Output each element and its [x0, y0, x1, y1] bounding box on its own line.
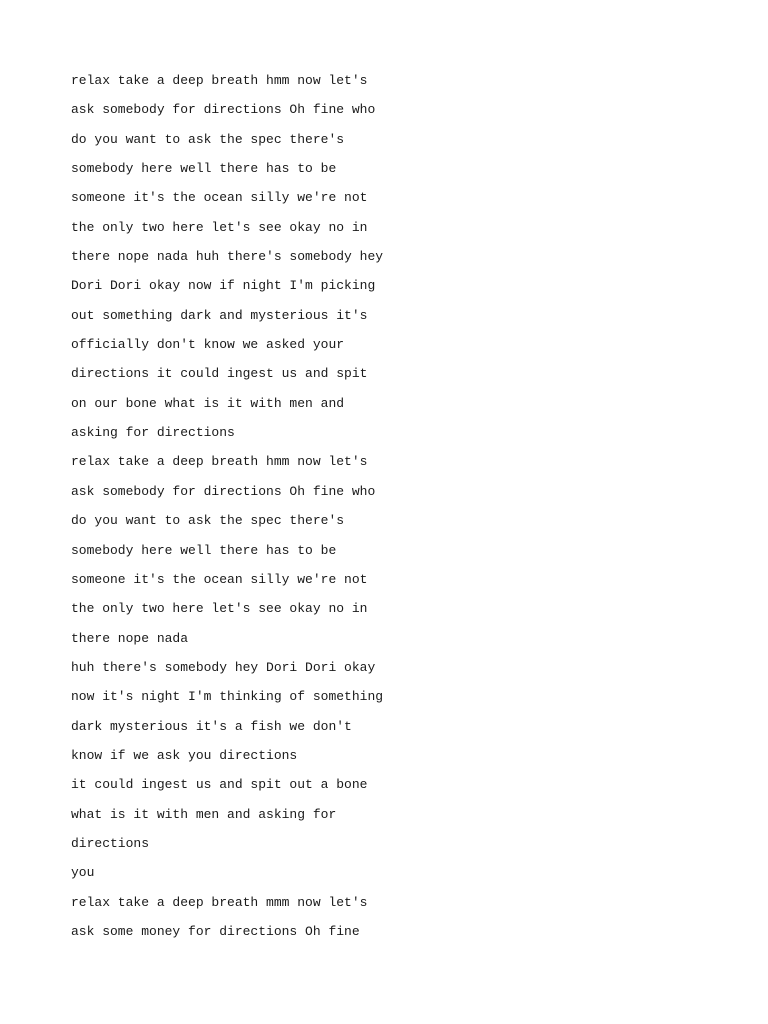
transcript-line: somebody here well there has to be — [71, 542, 337, 558]
transcript-line: directions — [71, 835, 150, 851]
transcript-line: somebody here well there has to be — [71, 161, 337, 177]
transcript-page — [71, 66, 711, 946]
transcript-line: now it's night I'm thinking of something — [71, 689, 384, 705]
transcript-line: relax take a deep breath hmm now let's — [71, 454, 368, 470]
transcript-line: ask somebody for directions Oh fine who — [71, 102, 376, 118]
transcript-line: there nope nada huh there's somebody hey — [71, 249, 384, 265]
transcript-line: the only two here let's see okay no in — [71, 601, 368, 617]
transcript-line: you — [71, 865, 95, 881]
transcript-line: it could ingest us and spit out a bone — [71, 777, 368, 793]
transcript-line: ask somebody for directions Oh fine who — [71, 483, 376, 499]
transcript-line: relax take a deep breath mmm now let's — [71, 894, 368, 910]
transcript-line: the only two here let's see okay no in — [71, 219, 368, 235]
transcript-line: ask some money for directions Oh fine — [71, 923, 360, 939]
transcript-line: on our bone what is it with men and — [71, 395, 345, 411]
transcript-line: there nope nada — [71, 630, 189, 646]
transcript-line: relax take a deep breath hmm now let's — [71, 73, 368, 88]
transcript-line: out something dark and mysterious it's — [71, 307, 368, 323]
transcript-line: dark mysterious it's a fish we don't — [71, 718, 352, 734]
transcript-line: Dori Dori okay now if night I'm picking — [71, 278, 376, 294]
transcript-line: asking for directions — [71, 425, 235, 441]
transcript-line: officially don't know we asked your — [71, 337, 345, 353]
transcript-line: directions it could ingest us and spit — [71, 366, 368, 382]
transcript-line: do you want to ask the spec there's — [71, 131, 345, 147]
transcript-line: what is it with men and asking for — [71, 806, 337, 822]
transcript-line: do you want to ask the spec there's — [71, 513, 345, 529]
transcript-line: someone it's the ocean silly we're not — [71, 190, 368, 206]
transcript-line: someone it's the ocean silly we're not — [71, 571, 368, 587]
transcript-line: know if we ask you directions — [71, 747, 298, 763]
transcript-line: huh there's somebody hey Dori Dori okay — [71, 659, 376, 675]
